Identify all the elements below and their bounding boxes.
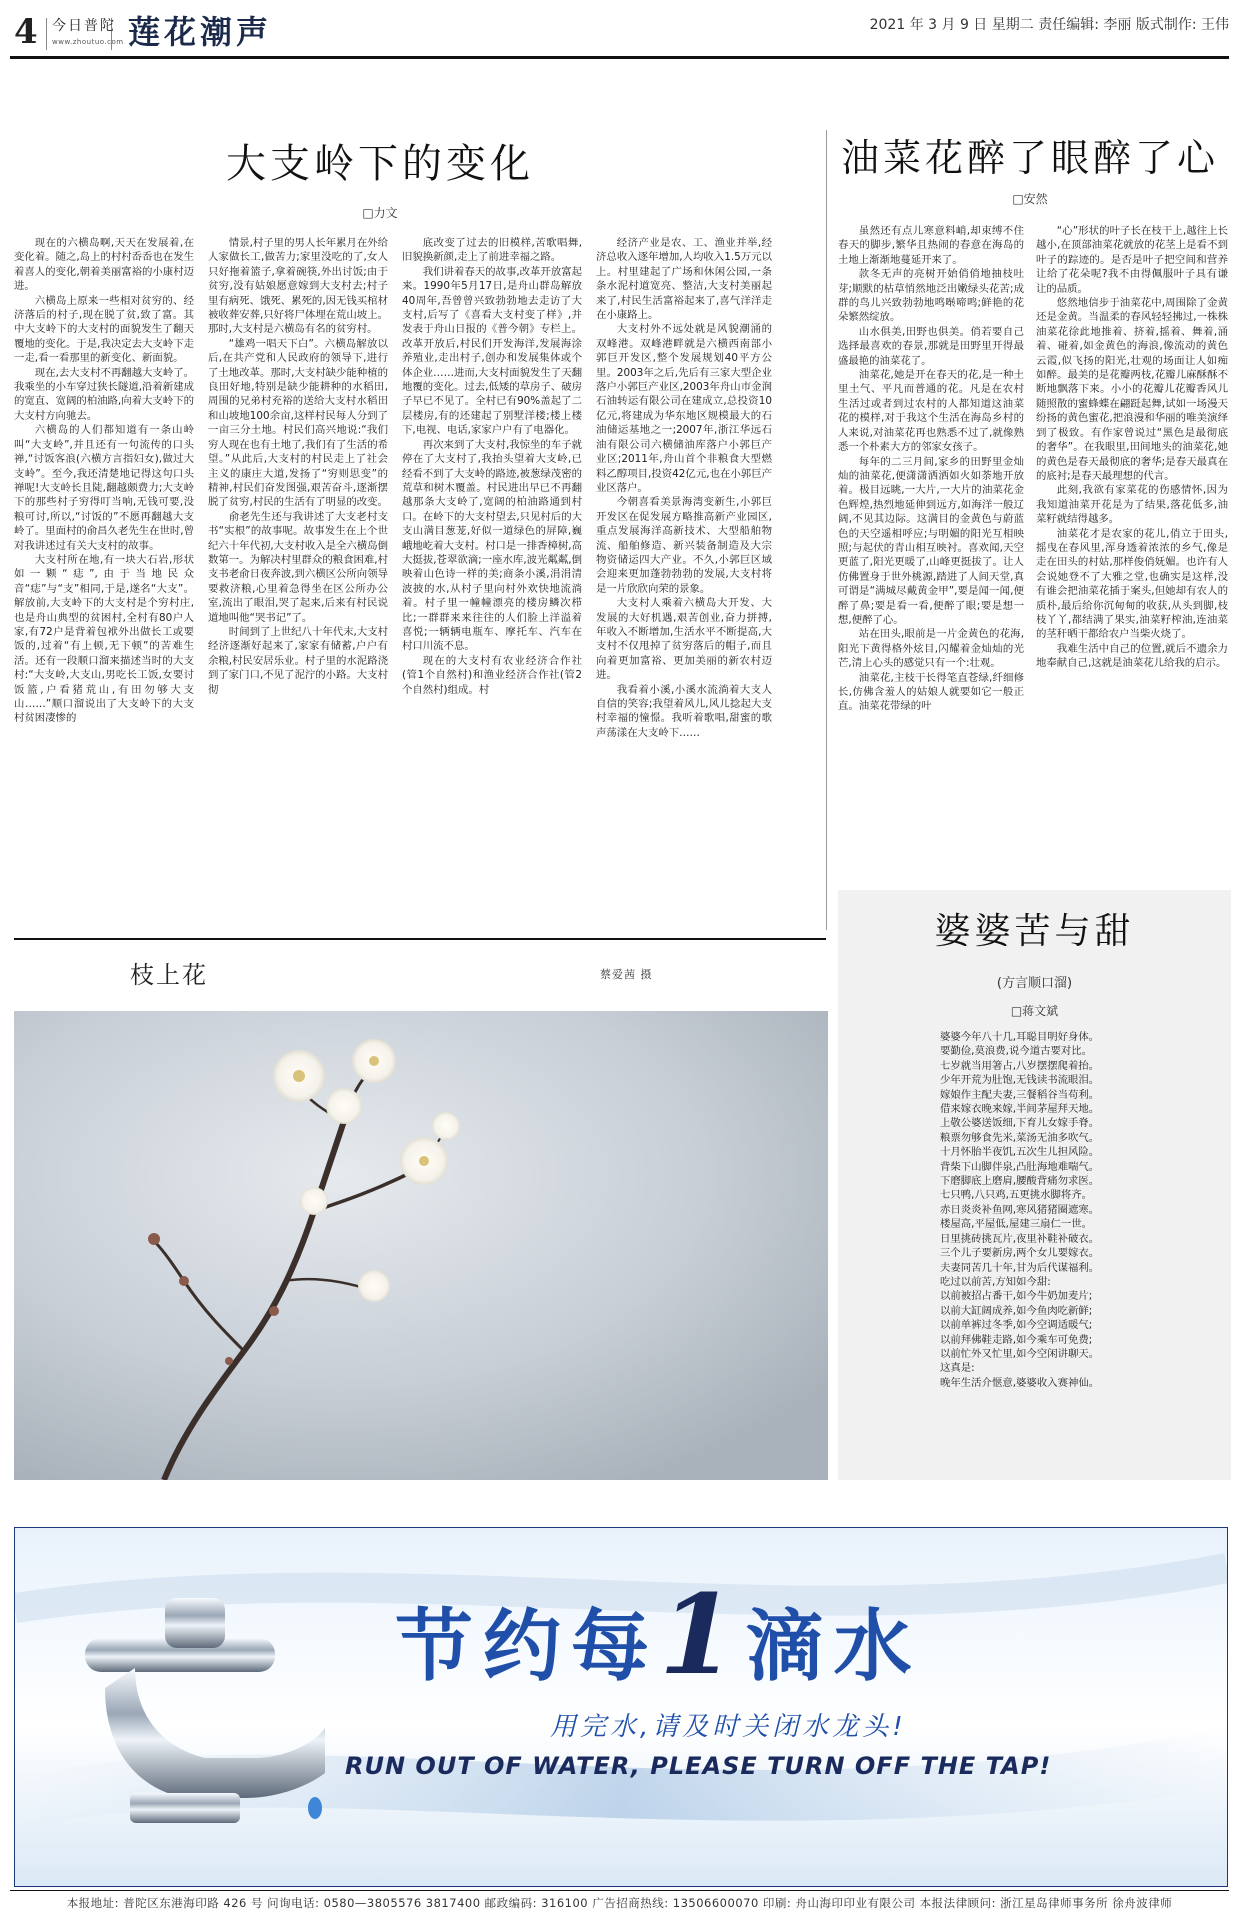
poem-line: 以前拜佛鞋走路,如今乘车可免费;	[940, 1333, 1093, 1346]
article1-column-1	[14, 236, 194, 926]
poem-line: 吃过以前苦,方知如今甜:	[940, 1275, 1051, 1288]
paragraph: 悠然地信步于油菜花中,周围除了金黄还是金黄。当温柔的春风轻轻拂过,一株株油菜花徐此地推着、挤着,摇着、舞着,涌着、碰着,如金黄色的海浪,像流动的黄色云霞,似飞扬的阳光,壮观的场面让人如痴如醉。最美的是花瓣两枝,花瓣儿麻酥酥不断地飘落下来。小小的花瓣儿花瓣香风儿随照散的蜜蜂蝶在翩跹起舞,试如一场漫天纷扬的黄色蜜花,把浪漫和华丽的唯美演绎到了极致。有作家曾说过“黑色是最彻底的奢华”。在我眼里,田间地头的油菜花,她的黄色是春天最彻底的奢华;是春天最真在的底衬;是春天最理想的代言。	[1036, 297, 1228, 482]
paragraph: 经济产业是农、工、渔业并举,经济总收入逐年增加,人均收入1.5万元以上。村里建起了广场和休闲公园,一条条水泥村道宽亮、整洁,大支村美丽起来了,村民生活富裕起来了,喜气洋洋走在小康路上。	[596, 237, 772, 322]
poem-line: 七岁就当用箸占,八岁摆摆爬着抬。	[940, 1059, 1100, 1072]
article3-byline: □蒋文斌	[1010, 1004, 1059, 1018]
article3-title: 婆婆苦与甜	[934, 911, 1135, 952]
paragraph: 现在的六横岛啊,天天在发展着,在变化着。随之,岛上的村村岙岙也在发生着喜人的变化,朝着美丽富裕的小康村迈进。	[14, 237, 194, 293]
photo-credit: 蔡爱茜 摄	[600, 968, 653, 981]
paragraph: 每年的二三月间,家乡的田野里金灿灿的油菜花,便潇潇洒洒如火如荼地开放着。极目远眺,一大片,一大片的油菜花金色辉煌,热烈地延伸到远方,如海洋一般辽阔,不见其边际。这满目的金黄色与蔚蓝色的天空遥相呼应;与明媚的阳光互相映照;与起伏的青山相互映衬。喜欢闻,天空更蓝了,阳光更暖了,山峰更挺拔了。让人仿佛置身于世外桃源,踏进了人间天堂,真可谓是“满城尽戴黄金甲”,要是闻一闻,便醉了鼻;要是看一看,便醉了眼;要是想一想,便醉了心。	[838, 455, 1024, 626]
poem-line: 借来嫁衣晚来嫁,半间茅屋拜天地。	[940, 1103, 1100, 1116]
paragraph: “雄鸡一唱天下白”。六横岛解放以后,在共产党和人民政府的领导下,进行了土地改革。那时,大支村缺少能种植的良田好地,特别是缺少能耕种的水稻田,周围的兄弟村充裕的送给大支村水稻田和山坡地100余亩,这样村民每人分到了一亩三分土地。村民们高兴地说:“我们穷人现在也有土地了,我们有了生活的希望。”从此后,大支村的村民走上了社会主义的康庄大道,发扬了“穷则思变”的精神,村民们奋发图强,艰苦奋斗,逐渐摆脱了贫穷,村民的生活有了明显的改变。	[208, 337, 388, 509]
poem-line: 嫁娘作主配夫妻,三餐稻谷当苟利。	[940, 1088, 1100, 1101]
paragraph: 今朝喜看美景海湾变新生,小郭巨开发区在促发展方略推高新产业园区,重点发展海洋高新技术、大型船舶物流、船舶修造、新兴装备制造及大宗物资储运四大产业。不久,小郭巨区域会迎来更加蓬勃勃勃的发展,大支村将是一片欣欣向荣的景象。	[596, 496, 772, 595]
paragraph: 大支村所在地,有一块大石岩,形状如一颗“痣”,由于当地民众音“痣”与“支”相同,于是,遂名“大支”。解放前,大支岭下的大支村是个穷村庄,也是舟山典型的贫困村,全村有80户人家,有72户是背着包袱外出做长工或要饭的,过着“有上顿,无下顿”的苦难生活。还有一段顺口溜来描述当时的大支村:“大支岭,大支山,男吃长工饭,女要讨饭篮,户看猪荒山,有田勿够大支山……”顺口溜说出了大支岭下的大支村贫困凄惨的	[14, 553, 194, 725]
poem-line: 要勤俭,莫浪费,说今道古要对比。	[940, 1045, 1093, 1058]
poem-line: 晚年生活介惬意,婆婆收入赛神仙。	[940, 1376, 1100, 1389]
poem-line: 这真是:	[940, 1362, 975, 1375]
poem-line: 粮票勿够食先米,菜汤无油多吹气。	[940, 1131, 1100, 1144]
paragraph: 底改变了过去的旧模样,苦歌唱舞,旧貌换新颜,走上了前进幸福之路。	[402, 237, 582, 264]
paragraph: 虽然还有点儿寒意料峭,却束缚不住春天的脚步,繁华且热闹的春意在海岛的土地上渐渐地蔓延开来了。	[838, 225, 1024, 266]
poem-line: 上敬公婆送饭细,下育儿女嫁手脊。	[940, 1117, 1100, 1130]
poem-line: 少年开荒为肚饱,无钱读书流眼泪。	[940, 1074, 1100, 1087]
ad-slogan-part1: 节约每	[395, 1601, 660, 1692]
paragraph: 山水俱美,田野也俱美。俏若要自己选择最喜欢的春景,那就是田野里开得最盛最艳的油菜花了。	[838, 325, 1024, 367]
poem-line: 十月怀胎半夜饥,五次生儿担风险。	[940, 1146, 1100, 1159]
paragraph: 再次来到了大支村,我惊坐的车子就停在了大支村了,我抬头望着大支岭,已经看不到了大支岭的路迹,被葱绿茂密的荒草和树木覆盖。村民进出早已不再翻越那条大支岭了,宽阔的柏油路通到村口。在岭下的大支村望去,只见村后的大支山满目葱茏,好似一道绿色的屏障,巍峨地屹着大支村。村口是一排香樟树,高大挺拔,苍翠欲滴;一座水库,波光粼粼,倒映着山色诗一样的美;商条小溪,涓涓清波披的水,从村子里向村外欢快地流淌着。村子里一幢幢漂亮的楼房鳞次栉比;一群群来来往往的人们脸上洋溢着喜悦;一辆辆电瓶车、摩托车、汽车在村口川流不息。	[402, 438, 582, 653]
paragraph: 现在,去大支村不再翻越大支岭了。我乘坐的小车穿过狭长隧道,沿着新建成的宽直、宽阔的柏油路,向着大支岭下的大支村方向驰去。	[14, 366, 194, 422]
paragraph: 站在田头,眼前是一片金黄色的花海,阳光下黄得格外炫目,闪耀着金灿灿的光芒,清上心头的感觉只有一个:壮观。	[838, 628, 1024, 670]
blossom-photo	[14, 1011, 828, 1480]
poem-line: 以前大缸阔成养,如今鱼肉吃新鲜;	[940, 1304, 1093, 1317]
ad-slogan-part2: 滴水	[745, 1601, 922, 1692]
photo-title: 枝上花	[130, 961, 208, 989]
paragraph: 油菜花才是农家的花儿,俏立于田头,摇曳在春风里,浑身透着浓浓的乡气,像是走在田头的村姑,那样俊俏妩媚。也许有人会说她登不了大雅之堂,也确实是这样,没有谁会把油菜花插于案头,但她却有农人的质朴,最后给你沉甸甸的收获,从头到脚,枝枝丫丫,都结满了果实,油菜籽榨油,连油菜的茎秆晒干都给农户当柴火烧了。	[1036, 527, 1228, 641]
article1-column-3	[402, 236, 582, 926]
ad-english: RUN OUT OF WATER, PLEASE TURN OFF THE TAP!	[345, 1752, 1052, 1780]
paragraph: 我难生活中自己的位置,就后不遗余力地奉献自己,这就是油菜花儿给我的启示。	[1036, 642, 1228, 670]
poem-line: 三个儿子要新房,两个女儿要嫁衣。	[940, 1247, 1100, 1260]
poem-line: 背柴下山脚伴泉,凸肚海地难喘气。	[940, 1160, 1100, 1173]
poem-line: 夫妻同苦几十年,甘为后代谋福利。	[940, 1261, 1100, 1274]
paragraph: 大支村外不远处就是风貌潮涌的双峰港。双峰港畔就是六横西南部小郭巨开发区,整个发展规划40平方公里。2003年之后,先后有三家大型企业落户小郭巨产业区,2003年舟山市金润石油转运有限公司在建成立,总投资10亿元,将建成为华东地区规模最大的石油储运基地之一;2007年,浙江华远石油有限公司六横储油库落户小郭巨产业区;2011年,舟山首个非粮食大型燃料乙醇项目,投资42亿元,也在小郭巨产业区落户。	[596, 323, 772, 494]
poem-line: 七只鸭,八只鸡,五更挑水脚将齐。	[940, 1189, 1093, 1202]
poem-line: 以前忙外又忙里,如今空闲讲聊天。	[940, 1347, 1100, 1360]
article2-title: 油菜花醉了眼醉了心	[840, 136, 1219, 180]
paragraph: 六横岛的人们都知道有一条山岭叫“大支岭”,并且还有一句流传的口头禅,“讨饭客浪(六横方言指妇女),做过大支岭”。至今,我还清楚地记得这句口头禅呢!大支岭长且陡,翻越颇费力;大支岭下的那些村子穷得叮当响,无钱可要,没粮可讨,所以,“讨饭的”不愿再翻越大支岭了。里面村的俞昌久老先生在世时,曾对我讲述过有关大支村的故事。	[14, 424, 194, 552]
paper-logo: 今日普陀	[52, 18, 116, 34]
header-meta: 2021 年 3 月 9 日 星期二 责任编辑: 李丽 版式制作: 王伟	[869, 17, 1229, 33]
paragraph: 油菜花,主枝干长得笔直苍绿,纤细修长,仿佛含羞人的姑娘人就要如它一般正直。油菜花带绿的叶	[838, 671, 1024, 713]
poem-line: 以前单裤过冬季,如今空调适暖气;	[940, 1319, 1093, 1332]
paragraph: 时间到了上世纪八十年代末,大支村经济逐渐好起来了,家家有储蓄,户户有余粮,村民安居乐业。村子里的水泥路浇到了家门口,不见了泥泞的小路。大支村彻	[208, 625, 388, 696]
paragraph: 大支村人乘着六横岛大开发、大发展的大好机遇,艰苦创业,奋力拼搏,年收入不断增加,生活水平不断提高,大支村不仅甩掉了贫穷落后的帽子,而且向着更加富裕、更加美丽的新农村迈进。	[596, 597, 772, 682]
paragraph: “心”形状的叶子长在枝干上,越往上长越小,在顶部油菜花就放的花茎上是看不到叶子的踪迹的。是否是叶子把空间和营养让给了花朵呢?我不由得佩服叶子具有谦让的品质。	[1036, 225, 1228, 295]
paragraph: 情景,村子里的男人长年累月在外给人家做长工,做苦力;家里没吃的了,女人只好拖着篮子,拿着碗筷,外出讨饭;由于贫穷,没有姑娘愿意嫁到大支村去;村子里有病死、饿死、累死的,因无钱买棺材被收葬安葬,只好将尸体埋在荒山坡上。那时,大支村是六横岛有名的贫穷村。	[208, 237, 388, 336]
poem-line: 以前被招占番干,如今牛奶加麦片;	[940, 1290, 1093, 1303]
paragraph: 此刻,我欲有家菜花的伤感情怀,因为我知道油菜开花是为了结果,落花低多,油菜籽就结得越多。	[1036, 484, 1228, 526]
header-rule	[10, 56, 1229, 59]
blossom-branch-illustration	[14, 1011, 828, 1480]
article2-column-1	[838, 224, 1024, 880]
paragraph: 油菜花,她是开在春天的花,是一种土里土气、平凡而普通的花。凡是在农村生活过或者到过农村的人都知道这油菜花的模样,对于我这个生活在海岛乡村的人来说,对油菜花再也熟悉不过了,就像熟悉一个朴素大方的邻家女孩子。	[838, 369, 1024, 454]
footer-rule	[10, 1890, 1229, 1891]
column-divider	[826, 130, 827, 930]
article1-column-4	[596, 236, 772, 926]
poem-line: 婆婆今年八十几,耳聪目明好身体。	[940, 1031, 1100, 1043]
water-saving-ad	[14, 1527, 1228, 1887]
poem-line: 下磨脚底上磨肩,腰酸背痛勿求医。	[940, 1175, 1100, 1188]
page-number: 4	[14, 12, 38, 52]
ad-slogan	[395, 1570, 922, 1699]
paragraph: 我看着小溪,小溪水流淌着大支人自信的笑容;我望着风儿,风儿捻起大支村幸福的憧憬。我听着歌唱,甜蜜的歌声荡漾在大支岭下……	[596, 683, 772, 739]
paragraph: 款冬无声的亮树开始俏俏地抽枝吐芽;顺默的枯草悄然地泛出嫩绿头花苦;成群的鸟儿兴致勃勃地鸣啭啼鸣;鲜艳的花朵繁然绽放。	[838, 268, 1024, 324]
article1-column-2	[208, 236, 388, 926]
article3-subtitle: (方言顺口溜)	[996, 976, 1073, 991]
poem-line: 赤日炎炎补鱼网,寒风猪猪圈遮寒。	[940, 1203, 1100, 1216]
ad-slogan-one: 1	[659, 1570, 746, 1699]
paper-url: www.zhoutuo.com	[52, 38, 124, 46]
article2-byline: □安然	[1012, 192, 1048, 206]
article1-title: 大支岭下的变化	[226, 141, 534, 187]
poem-line: 日里挑砖挑瓦片,夜里补鞋补破衣。	[940, 1232, 1100, 1245]
footer-info: 本报地址: 普陀区东港海印路 426 号 问询电话: 0580—3805576 3817400 邮政编码: 316100 广告招商热线: 13506600070 印刷: 舟山海印印业有限公司 本报法律顾问: 浙江星岛律师事务所 徐舟波律师	[66, 1896, 1173, 1910]
article1-byline: □力文	[362, 206, 398, 220]
ad-subline: 用完水,请及时关闭水龙头!	[550, 1712, 907, 1742]
section-title: 莲花潮声	[128, 13, 273, 51]
paragraph: 我们讲着春天的故事,改革开放富起来。1990年5月17日,是舟山群岛解放40周年,吾曾曾兴致勃勃地去走访了大支村,后写了《喜看大支村变了样》,并发表于舟山日报的《普今朝》专栏上。改革开放后,村民们开发海洋,发展海涂养殖业,走出村子,创办和发展集体或个体企业……进而,大支村面貌发生了天翻地覆的变化。过去,低矮的草房子、破房子早已不见了。全村已有90%盖起了二层楼房,有的还建起了别墅洋楼;楼上楼下,电视、电话,家家户户有了电器化。	[402, 265, 582, 437]
paragraph: 俞老先生还与我讲述了大支老村支书“实根”的故事呢。故事发生在上个世纪六十年代初,大支村收入是全六横岛倒数第一。为解决村里群众的粮食困难,村支书老俞日夜奔波,到六横区公所向领导要救济粮,心里着急得坐在区公所办公室,流出了眼泪,哭了起来,后来有村民说道地叫他“哭书记”了。	[208, 510, 388, 624]
article3-poem	[940, 1030, 1220, 1390]
paragraph: 六横岛上原来一些相对贫穷的、经济落后的村子,现在脱了贫,致了富。其中大支岭下的大支村的面貌发生了翻天覆地的变化。于是,我决定去大支岭下走一走,看一看那里的新变化、新面貌。	[14, 294, 194, 365]
poem-line: 楼屋高,平屋低,屋建三扇仁一世。	[940, 1218, 1093, 1231]
photo-section-rule	[14, 938, 826, 940]
article2-column-2	[1036, 224, 1228, 880]
paragraph: 现在的大支村有农业经济合作社(管1个自然村)和渔业经济合作社(管2个自然村)组成。村	[402, 654, 582, 696]
